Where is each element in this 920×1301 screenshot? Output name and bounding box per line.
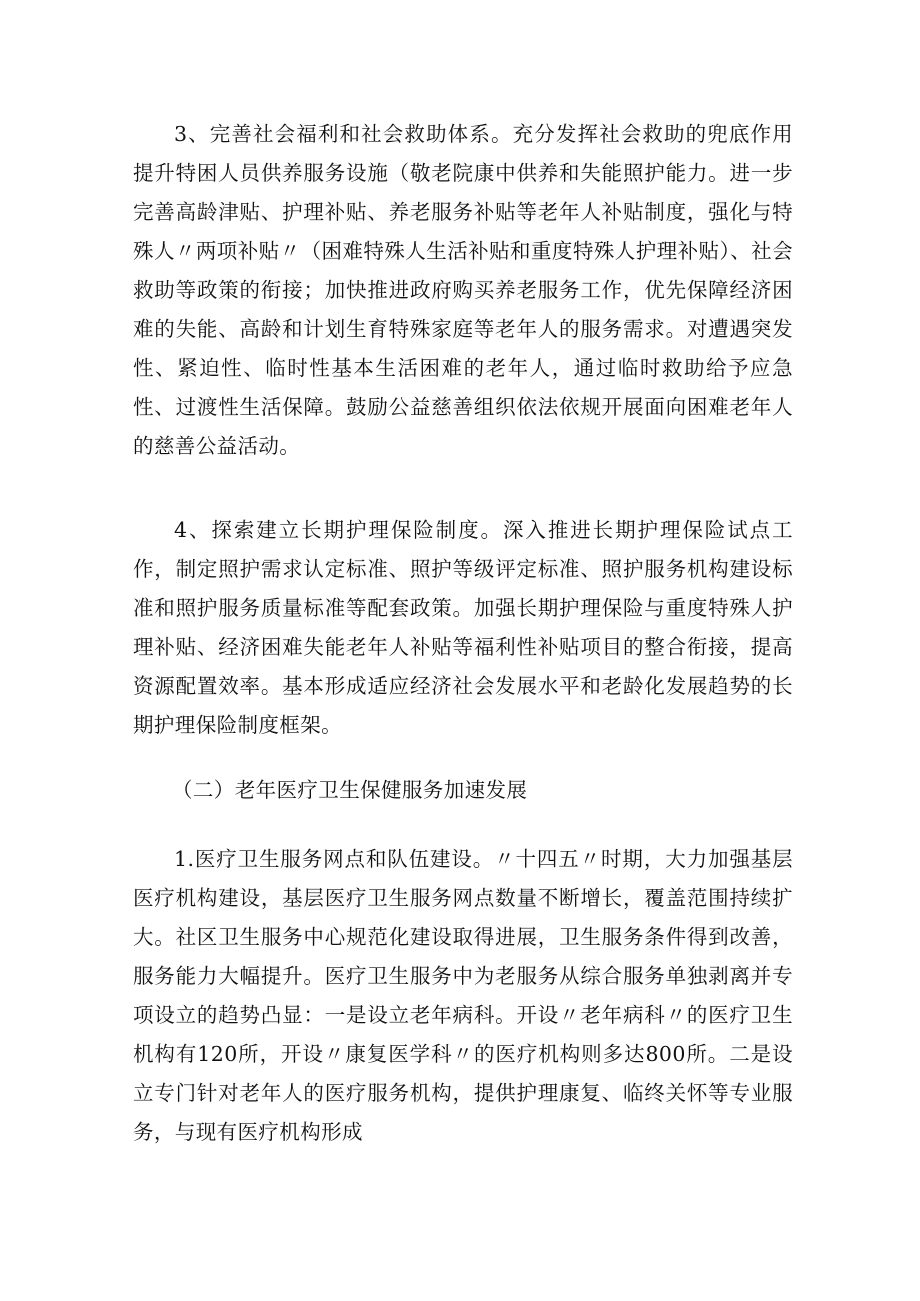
- paragraph-long-term-care-insurance: 4、探索建立长期护理保险制度。深入推进长期护理保险试点工作，制定照护需求认定标准、照护等级评定标准、照护服务机构建设标准和照护服务质量标准等配套政策。加强长期护理保险与重度特殊人护理补贴、经济困难失能老年人补贴等福利性补贴项目的整合衔接，提高资源配置效率。基本形成适应经济社会发展水平和老龄化发展趋势的长期护理保险制度框架。: [133, 518, 793, 737]
- paragraph-medical-service-network: 1.医疗卫生服务网点和队伍建设。〃十四五〃时期，大力加强基层医疗机构建设，基层医疗卫生服务网点数量不断增长，覆盖范围持续扩大。社区卫生服务中心规范化建设取得进展，卫生服务条件得到改善，服务能力大幅提升。医疗卫生服务中为老服务从综合服务单独剥离并专项设立的趋势凸显：一是设立老年病科。开设〃老年病科〃的医疗卫生机构有120所，开设〃康复医学科〃的医疗机构则多达800所。二是设立专门针对老年人的医疗服务机构，提供护理康复、临终关怀等专业服务，与现有医疗机构形成: [133, 847, 793, 1144]
- section-heading: （二）老年医疗卫生保健服务加速发展: [172, 778, 528, 802]
- paragraph-social-welfare: 3、完善社会福利和社会救助体系。充分发挥社会救助的兜底作用提升特困人员供养服务设施（敬老院康中供养和失能照护能力。进一步完善高龄津贴、护理补贴、养老服务补贴等老年人补贴制度，强化与特殊人〃两项补贴〃（困难特殊人生活补贴和重度特殊人护理补贴）、社会救助等政策的衔接；加快推进政府购买养老服务工作，优先保障经济困难的失能、高龄和计划生育特殊家庭等老年人的服务需求。对遭遇突发性、紧迫性、临时性基本生活困难的老年人，通过临时救助给予应急性、过渡性生活保障。鼓励公益慈善组织依法依规开展面向困难老年人的慈善公益活动。: [133, 122, 793, 458]
